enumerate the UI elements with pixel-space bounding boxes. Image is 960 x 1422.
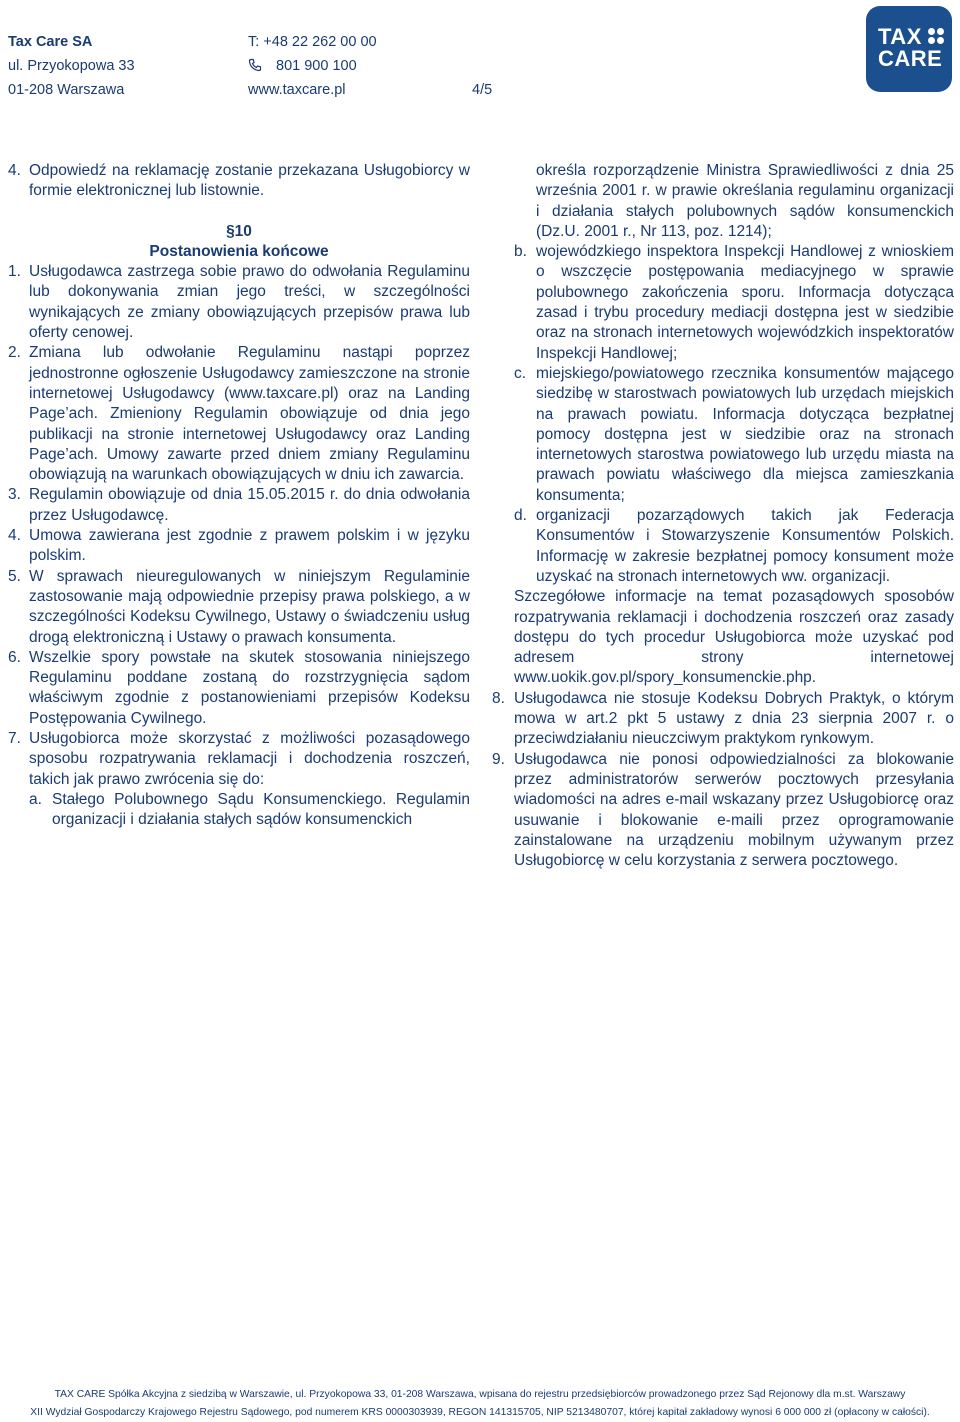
taxcare-logo [866,6,952,92]
list-item: 2. Zmiana lub odwołanie Regulaminu nastąpi poprzez jednostronne ogłoszenie Usługodawcy zamieszczone na stronie internetowej Usługodawcy (www.taxcare.pl) oraz na Landing Page’ach. Zmieniony Regulamin obowiązuje od dnia jego publikacji na stronie internetowej Usługodawcy oraz Landing Page’ach. Umowy zawarte przed dniem zmiany Regulaminu obowiązują na warunkach obowiązujących w dniu ich zawarcia. [8,344,470,484]
list-item: 4. Umowa zawierana jest zgodnie z prawem polskim i w języku polskim. [8,527,470,565]
list-item: 9. Usługodawca nie ponosi odpowiedzialności za blokowanie przez administratorów serwerów pocztowych przesyłania wiadomości na adres e-mail wskazany przez Usługobiorcę oraz usuwanie i blokowanie e-maili przez oprogramowanie zainstalowane na urządzeniu mobilnym używanym przez Usługobiorcę w celu korzystania z serwera pocztowego. [492,750,954,870]
footer-line-1: TAX CARE Spółka Akcyjna z siedzibą w Warszawie, ul. Przyokopowa 33, 01-208 Warszawa, wpisana do rejestru przedsiębiorców prowadzonego przez Sąd Rejonowy dla m.st. Warszawy [54,1389,906,1400]
details-paragraph: Szczegółowe informacje na temat pozasądowych sposobów rozpatrywania reklamacji i dochodzenia roszczeń oraz zasady dostępu do tych procedur Usługobiorca może uzyskać pod adresem strony internetowej www.uokik.gov.pl/spory_konsumenckie.php. [514,588,954,687]
left-column [8,161,470,831]
list-item: 8. Usługodawca nie stosuje Kodeksu Dobrych Praktyk, o którym mowa w art.2 pkt 5 ustawy z dnia 23 sierpnia 2007 r. o przeciwdziałaniu nieuczciwym praktykom rynkowym. [492,689,954,748]
list-item: 3. Regulamin obowiązuje od dnia 15.05.2015 r. do dnia odwołania przez Usługodawcę. [8,486,470,524]
sub-item-a-continued: określa rozporządzenie Ministra Sprawiedliwości z dnia 25 września 2001 r. w prawie określania regulaminu organizacji i działania stałych polubownych sądów konsumenckich (Dz.U. 2001 r., Nr 113, poz. 1214); [536,162,954,240]
footer-line-2: XII Wydział Gospodarczy Krajowego Rejestru Sądowego, pod numerem KRS 0000303939, REGON 141315705, NIP 5213480707, której kapitał zakładowy wynosi 6 000 000 zł (opłacony w całości). [30,1407,930,1418]
sub-list-item: b. wojewódzkiego inspektora Inspekcji Handlowej z wnioskiem o wszczęcie postępowania mediacyjnego w sprawie polubownego zakończenia sporu. Informacja dotycząca zasad i trybu procedury mediacji dostępna jest w siedzibie oraz na stronach internetowych wojewódzkich inspektoratów Inspekcji Handlowej; [514,243,954,362]
clause-4-previous: 4. Odpowiedź na reklamację zostanie przekazana Usługobiorcy w formie elektronicznej lub listownie. [8,162,470,200]
logo-dots-icon [928,28,944,46]
logo-line1: TAX [878,24,922,49]
website-link[interactable]: www.taxcare.pl [248,82,346,98]
list-item: 7. Usługobiorca może skorzystać z możliwości pozasądowego sposobu rozpatrywania reklamacji i dochodzenia roszczeń, takich jak prawo zwrócenia się do: [8,730,470,788]
sub-list-item: a. Stałego Polubownego Sądu Konsumenckiego. Regulamin organizacji i działania stałych sądów konsumenckich [29,790,470,829]
sub-list-item: d. organizacji pozarządowych takich jak Federacja Konsumentów i Stowarzyszenie Konsumentów Polskich. Informację w zakresie bezpłatnej pomocy konsument może uzyskać na stronach internetowych ww. organizacji. [514,507,954,585]
logo-line2: CARE [878,46,943,71]
phone-icon [248,58,262,72]
list-item: 5. W sprawach nieuregulowanych w niniejszym Regulaminie zastosowanie mają odpowiednie przepisy prawa polskiego, a w szczególności Kodeksu Cywilnego, Ustawy o świadczeniu usług drogą elektroniczną i Ustawy o prawach konsumenta. [8,567,470,646]
company-street: ul. Przyokopowa 33 [8,58,135,74]
section-number: §10 [226,222,252,240]
sub-list-item: c. miejskiego/powiatowego rzecznika konsumentów mającego siedzibę w starostwach powiatowych lub urzędach miejskich na prawach powiatu. Informacja dotycząca bezpłatnej pomocy dostępna jest w siedzibie oraz na stronach internetowych starostwa powiatowego lub urzędu miasta na prawach powiatu właściwego dla miejsca zamieszkania konsumenta; [514,364,954,504]
section-title: Postanowienia końcowe [149,242,329,260]
right-column [492,161,954,871]
list-item: 1. Usługodawca zastrzega sobie prawo do odwołania Regulaminu lub dokonywania zmian jego treści, w szczególności wynikających ze zmiany obowiązujących przepisów prawa lub oferty cenowej. [8,263,470,342]
company-city: 01-208 Warszawa [8,82,125,98]
phone-number: T: +48 22 262 00 00 [248,34,377,50]
list-item: 6. Wszelkie spory powstałe na skutek stosowania niniejszego Regulaminu poddane zostaną do rozstrzygnięcia sądom właściwym zgodnie z postanowieniami przepisów Kodeksu Postępowania Cywilnego. [8,648,470,727]
hotline-row [248,54,357,78]
hotline-number: 801 900 100 [276,58,357,74]
page-number: 4/5 [472,82,493,98]
company-name: Tax Care SA [8,34,93,50]
